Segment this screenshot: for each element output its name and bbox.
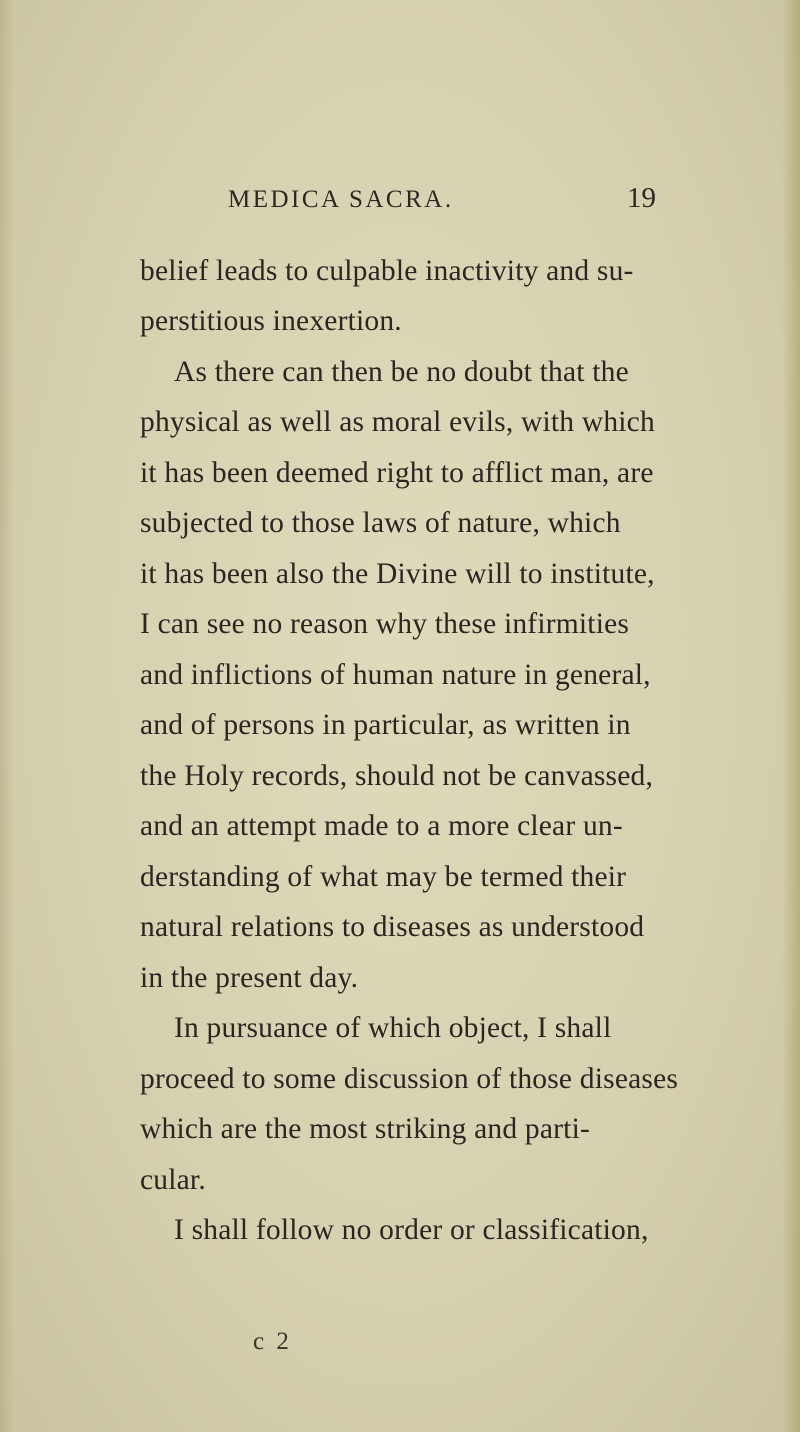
text-line: In pursuance of which object, I shall [174,1012,612,1044]
text-line: which are the most striking and parti- [140,1113,590,1145]
text-line: belief leads to culpable inactivity and su- [140,255,634,287]
page-number: 19 [627,182,656,214]
running-title: MEDICA SACRA. [228,186,454,213]
text-line: cular. [140,1164,206,1196]
text-line: it has been also the Divine will to institute, [140,558,655,590]
text-line: derstanding of what may be termed their [140,861,627,893]
text-line: the Holy records, should not be canvassed, [140,760,654,792]
text-line: and of persons in particular, as written in [140,709,631,741]
text-line: natural relations to diseases as understood [140,911,645,943]
text-line: As there can then be no doubt that the [174,356,629,388]
text-line: and inflictions of human nature in general, [140,659,651,691]
text-line: in the present day. [140,962,359,994]
text-line: perstitious inexertion. [140,305,402,337]
text-line: it has been deemed right to afflict man, are [140,457,654,489]
text-line: physical as well as moral evils, with which [140,406,655,438]
text-line: I can see no reason why these infirmities [140,608,630,640]
text-line: subjected to those laws of nature, which [140,507,621,539]
text-line: I shall follow no order or classification, [174,1214,649,1246]
text-line: proceed to some discussion of those diseases [140,1063,679,1095]
signature-mark: c 2 [253,1328,292,1355]
text-line: and an attempt made to a more clear un- [140,810,623,842]
running-head [0,182,800,222]
